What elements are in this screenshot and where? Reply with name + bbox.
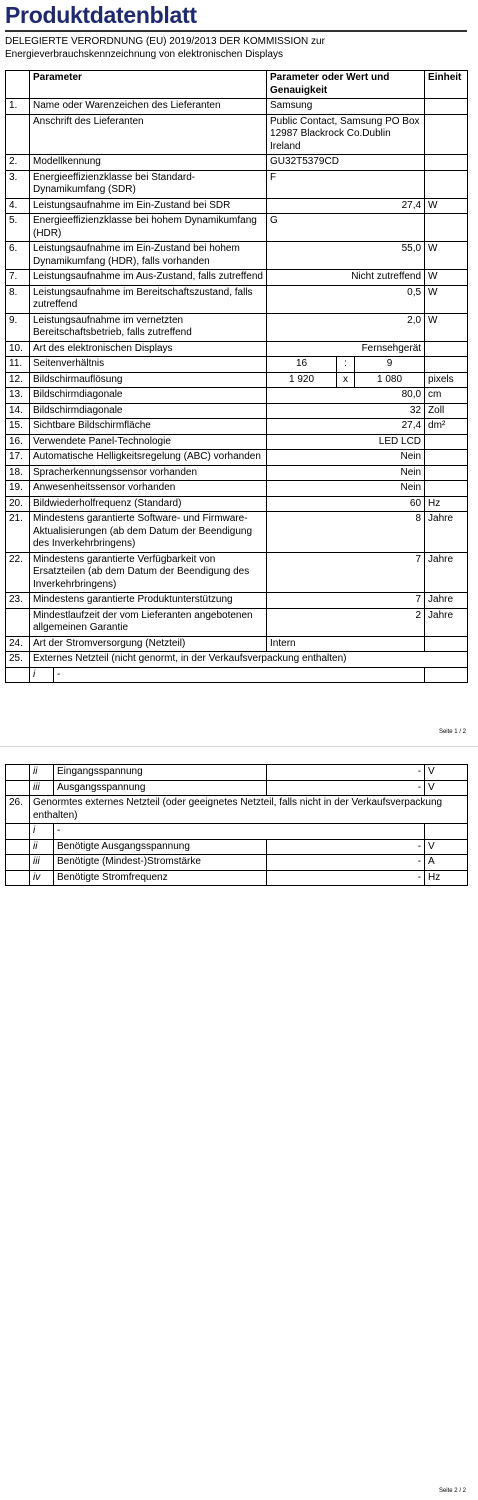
row-unit bbox=[425, 341, 468, 357]
row-unit bbox=[425, 450, 468, 466]
row-label: Leistungsaufnahme im Aus-Zustand, falls zutreffend bbox=[30, 270, 267, 286]
row-number bbox=[6, 839, 30, 855]
row-number: 18. bbox=[6, 465, 30, 481]
ratio-width: 16 bbox=[267, 357, 337, 373]
row-number: 15. bbox=[6, 419, 30, 435]
row-label: Spracherkennungssensor vorhanden bbox=[30, 465, 267, 481]
row-label: Leistungsaufnahme im Ein-Zustand bei hohem Dynamikumfang (HDR), falls vorhanden bbox=[30, 242, 267, 270]
row-value: 7 bbox=[267, 593, 425, 609]
row-label: Sichtbare Bildschirmfläche bbox=[30, 419, 267, 435]
table-row bbox=[6, 552, 468, 593]
table-row bbox=[6, 608, 468, 636]
row-label: Bildschirmdiagonale bbox=[30, 403, 267, 419]
row-value: - bbox=[267, 870, 425, 886]
table-row bbox=[6, 372, 468, 388]
row-label: Art des elektronischen Displays bbox=[30, 341, 267, 357]
row-unit bbox=[425, 357, 468, 373]
page-1 bbox=[0, 0, 478, 746]
row-label: Genormtes externes Netzteil (oder geeignetes Netzteil, falls nicht in der Verkaufsverpackung enthalten) bbox=[30, 796, 468, 824]
table-row bbox=[6, 403, 468, 419]
table-row bbox=[6, 419, 468, 435]
page-2 bbox=[0, 750, 478, 1500]
row-number: 6. bbox=[6, 242, 30, 270]
row-label: Bildschirmauflösung bbox=[30, 372, 267, 388]
row-unit bbox=[425, 636, 468, 652]
row-unit: A bbox=[425, 855, 468, 871]
table-row bbox=[6, 114, 468, 155]
row-label: Anschrift des Lieferanten bbox=[30, 114, 267, 155]
row-label: Modellkennung bbox=[30, 155, 267, 171]
row-value: Nein bbox=[267, 481, 425, 497]
row-value: GU32T5379CD bbox=[267, 155, 425, 171]
sub-index: i bbox=[30, 824, 54, 840]
row-number bbox=[6, 824, 30, 840]
row-unit: V bbox=[425, 839, 468, 855]
row-value: 60 bbox=[267, 496, 425, 512]
row-unit bbox=[425, 214, 468, 242]
row-number: 24. bbox=[6, 636, 30, 652]
table-row bbox=[6, 99, 468, 115]
row-label: Verwendete Panel-Technologie bbox=[30, 434, 267, 450]
row-unit: W bbox=[425, 242, 468, 270]
table-row bbox=[6, 450, 468, 466]
resolution-width: 1 920 bbox=[267, 372, 337, 388]
row-value: 2 bbox=[267, 608, 425, 636]
row-unit: W bbox=[425, 313, 468, 341]
row-value: 0,5 bbox=[267, 285, 425, 313]
row-value: Fernsehgerät bbox=[267, 341, 425, 357]
row-unit: Hz bbox=[425, 496, 468, 512]
row-unit bbox=[425, 465, 468, 481]
table-row bbox=[6, 341, 468, 357]
row-unit: W bbox=[425, 198, 468, 214]
row-label: Energieeffizienzklasse bei hohem Dynamikumfang (HDR) bbox=[30, 214, 267, 242]
page-footer: Seite 2 / 2 bbox=[438, 1488, 466, 1494]
row-value: Nicht zutreffend bbox=[267, 270, 425, 286]
row-number: 13. bbox=[6, 388, 30, 404]
table-row bbox=[6, 780, 468, 796]
row-number bbox=[6, 114, 30, 155]
row-number: 8. bbox=[6, 285, 30, 313]
row-label: Benötigte Stromfrequenz bbox=[54, 870, 267, 886]
row-unit: Hz bbox=[425, 870, 468, 886]
row-unit bbox=[425, 434, 468, 450]
row-number: 25. bbox=[6, 652, 30, 668]
row-number: 1. bbox=[6, 99, 30, 115]
row-value: - bbox=[267, 839, 425, 855]
table-row bbox=[6, 765, 468, 781]
table-row bbox=[6, 214, 468, 242]
row-number: 12. bbox=[6, 372, 30, 388]
row-label: Anwesenheitssensor vorhanden bbox=[30, 481, 267, 497]
row-unit: cm bbox=[425, 388, 468, 404]
row-unit: Zoll bbox=[425, 403, 468, 419]
row-value: 80,0 bbox=[267, 388, 425, 404]
row-value: F bbox=[267, 170, 425, 198]
row-value: - bbox=[267, 765, 425, 781]
row-label: Mindestens garantierte Verfügbarkeit von Ersatzteilen (ab dem Datum der Beendigung des Inverkehrbringens) bbox=[30, 552, 267, 593]
row-value: 7 bbox=[267, 552, 425, 593]
row-value: Nein bbox=[267, 450, 425, 466]
row-number: 10. bbox=[6, 341, 30, 357]
row-unit: Jahre bbox=[425, 608, 468, 636]
row-unit bbox=[425, 170, 468, 198]
row-label: Leistungsaufnahme im vernetzten Bereitschaftsbetrieb, falls zutreffend bbox=[30, 313, 267, 341]
row-label: Name oder Warenzeichen des Lieferanten bbox=[30, 99, 267, 115]
row-label: Eingangsspannung bbox=[54, 765, 267, 781]
table-row bbox=[6, 357, 468, 373]
table-row bbox=[6, 481, 468, 497]
table-header-row bbox=[6, 71, 468, 99]
ratio-separator: : bbox=[337, 357, 355, 373]
table-row bbox=[6, 313, 468, 341]
sub-index: iii bbox=[30, 780, 54, 796]
row-label: - bbox=[54, 667, 425, 683]
row-label: Benötigte Ausgangsspannung bbox=[54, 839, 267, 855]
row-value: Intern bbox=[267, 636, 425, 652]
table-row bbox=[6, 155, 468, 171]
row-value: 27,4 bbox=[267, 198, 425, 214]
row-unit bbox=[425, 99, 468, 115]
row-unit bbox=[425, 155, 468, 171]
ratio-height: 9 bbox=[355, 357, 425, 373]
row-number: 19. bbox=[6, 481, 30, 497]
row-number: 2. bbox=[6, 155, 30, 171]
table-row bbox=[6, 593, 468, 609]
row-number: 26. bbox=[6, 796, 30, 824]
row-number: 14. bbox=[6, 403, 30, 419]
table-row bbox=[6, 855, 468, 871]
row-value: LED LCD bbox=[267, 434, 425, 450]
row-number bbox=[6, 855, 30, 871]
row-number: 3. bbox=[6, 170, 30, 198]
row-label: Bildwiederholfrequenz (Standard) bbox=[30, 496, 267, 512]
table-row bbox=[6, 496, 468, 512]
row-unit bbox=[425, 824, 468, 840]
row-value: Public Contact, Samsung PO Box 12987 Blackrock Co.Dublin Ireland bbox=[267, 114, 425, 155]
regulation-subtitle: DELEGIERTE VERORDNUNG (EU) 2019/2013 DER KOMMISSION zur Energieverbrauchskennzeichnung von elektronischen Displays bbox=[5, 36, 325, 60]
page-separator bbox=[0, 746, 478, 747]
row-value: - bbox=[267, 780, 425, 796]
page-footer: Seite 1 / 2 bbox=[438, 729, 466, 735]
row-number: 11. bbox=[6, 357, 30, 373]
table-row bbox=[6, 465, 468, 481]
row-label: Leistungsaufnahme im Bereitschaftszustand, falls zutreffend bbox=[30, 285, 267, 313]
row-unit: W bbox=[425, 270, 468, 286]
table-row bbox=[6, 170, 468, 198]
row-number: 21. bbox=[6, 512, 30, 553]
table-row bbox=[6, 636, 468, 652]
table-row bbox=[6, 512, 468, 553]
row-value: 55,0 bbox=[267, 242, 425, 270]
row-number: 5. bbox=[6, 214, 30, 242]
title-rule bbox=[5, 30, 467, 32]
table-row bbox=[6, 839, 468, 855]
sub-index: i bbox=[30, 667, 54, 683]
document-title: Produktdatenblatt bbox=[5, 2, 197, 28]
row-value: Nein bbox=[267, 465, 425, 481]
row-unit bbox=[425, 667, 468, 683]
product-data-table bbox=[5, 70, 468, 683]
table-row bbox=[6, 198, 468, 214]
row-label: Ausgangsspannung bbox=[54, 780, 267, 796]
row-label: Mindestlaufzeit der vom Lieferanten angebotenen allgemeinen Garantie bbox=[30, 608, 267, 636]
row-unit: V bbox=[425, 780, 468, 796]
row-label: Externes Netzteil (nicht genormt, in der Verkaufsverpackung enthalten) bbox=[30, 652, 468, 668]
row-number: 4. bbox=[6, 198, 30, 214]
sub-index: ii bbox=[30, 765, 54, 781]
row-label: Bildschirmdiagonale bbox=[30, 388, 267, 404]
row-unit: V bbox=[425, 765, 468, 781]
row-number: 16. bbox=[6, 434, 30, 450]
row-label: Benötigte (Mindest-)Stromstärke bbox=[54, 855, 267, 871]
table-row bbox=[6, 667, 468, 683]
row-unit: Jahre bbox=[425, 593, 468, 609]
row-unit: W bbox=[425, 285, 468, 313]
row-number bbox=[6, 780, 30, 796]
row-label: Mindestens garantierte Produktunterstützung bbox=[30, 593, 267, 609]
header-value: Parameter oder Wert und Genauigkeit bbox=[267, 71, 425, 99]
row-label: Mindestens garantierte Software- und Firmware-Aktualisierungen (ab dem Datum der Beendigung des Inverkehrbringens) bbox=[30, 512, 267, 553]
header-parameter: Parameter bbox=[30, 71, 267, 99]
row-number: 17. bbox=[6, 450, 30, 466]
table-row bbox=[6, 242, 468, 270]
row-number: 20. bbox=[6, 496, 30, 512]
row-value: 32 bbox=[267, 403, 425, 419]
row-value: 2,0 bbox=[267, 313, 425, 341]
table-row bbox=[6, 285, 468, 313]
row-unit: pixels bbox=[425, 372, 468, 388]
sub-index: iv bbox=[30, 870, 54, 886]
table-row bbox=[6, 388, 468, 404]
table-row bbox=[6, 796, 468, 824]
row-number: 9. bbox=[6, 313, 30, 341]
row-label: Leistungsaufnahme im Ein-Zustand bei SDR bbox=[30, 198, 267, 214]
row-unit bbox=[425, 114, 468, 155]
row-label: Automatische Helligkeitsregelung (ABC) vorhanden bbox=[30, 450, 267, 466]
row-unit: dm² bbox=[425, 419, 468, 435]
product-data-table-continued bbox=[5, 764, 468, 886]
row-unit: Jahre bbox=[425, 552, 468, 593]
row-unit bbox=[425, 481, 468, 497]
row-label: Seitenverhältnis bbox=[30, 357, 267, 373]
sub-index: iii bbox=[30, 855, 54, 871]
row-value: - bbox=[267, 855, 425, 871]
table-row bbox=[6, 270, 468, 286]
row-value: G bbox=[267, 214, 425, 242]
row-label: - bbox=[54, 824, 425, 840]
resolution-separator: x bbox=[337, 372, 355, 388]
table-row bbox=[6, 434, 468, 450]
table-row bbox=[6, 652, 468, 668]
row-unit: Jahre bbox=[425, 512, 468, 553]
header-unit: Einheit bbox=[425, 71, 468, 99]
row-number bbox=[6, 667, 30, 683]
table-row bbox=[6, 824, 468, 840]
row-label: Energieeffizienzklasse bei Standard-Dynamikumfang (SDR) bbox=[30, 170, 267, 198]
row-number bbox=[6, 608, 30, 636]
row-value: 27,4 bbox=[267, 419, 425, 435]
row-value: Samsung bbox=[267, 99, 425, 115]
row-number bbox=[6, 765, 30, 781]
row-label: Art der Stromversorgung (Netzteil) bbox=[30, 636, 267, 652]
row-number: 22. bbox=[6, 552, 30, 593]
row-number: 23. bbox=[6, 593, 30, 609]
row-number bbox=[6, 870, 30, 886]
sub-index: ii bbox=[30, 839, 54, 855]
row-number: 7. bbox=[6, 270, 30, 286]
row-value: 8 bbox=[267, 512, 425, 553]
resolution-height: 1 080 bbox=[355, 372, 425, 388]
table-row bbox=[6, 870, 468, 886]
header-num bbox=[6, 71, 30, 99]
